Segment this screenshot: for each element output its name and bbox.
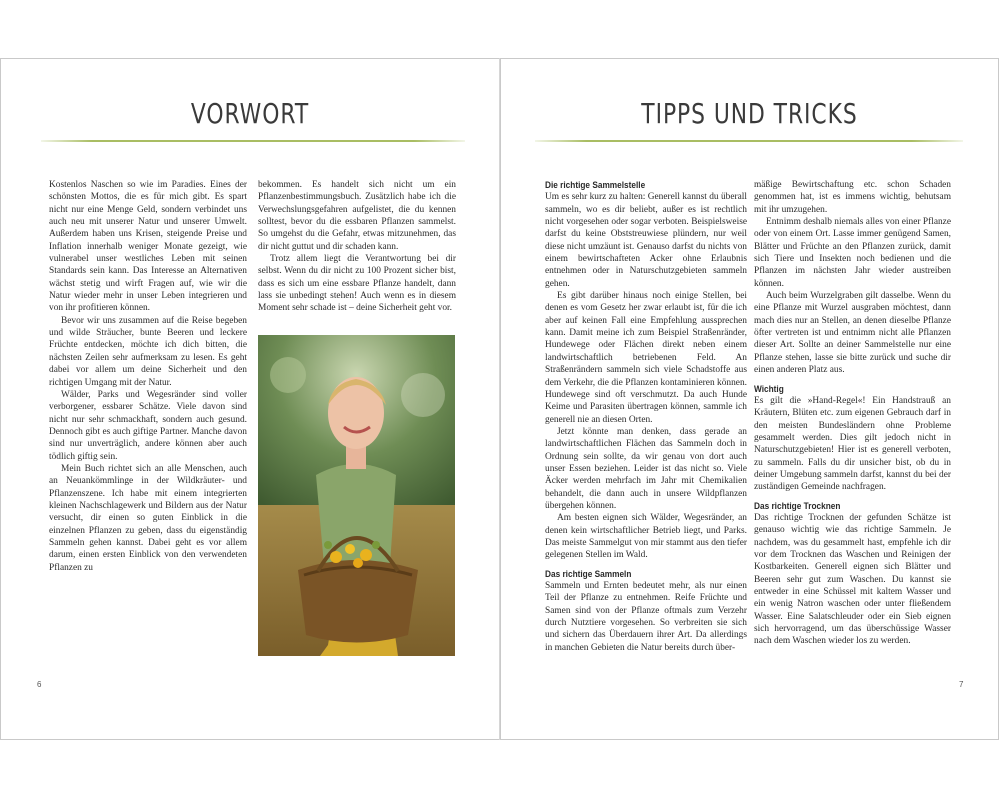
title-underline — [41, 140, 465, 142]
paragraph: mäßige Bewirtschaftung etc. schon Schaden genommen hat, ist es immens wichtig, behutsam mit ihr umzugehen. — [754, 180, 951, 215]
paragraph: Um es sehr kurz zu halten: Generell kannst du überall sammeln, wo es dir beliebt, außer es ist rechtlich nicht vorgesehen oder sogar verboten. Beispielsweise darfst du keine Obststreuwiese plündern, nur weil diese nicht umzäunt ist. Genauso darfst du nichts von einem bewirtschafteten Acker ohne Erlaubnis entnehmen oder in Naturschutzgebieten sammeln gehen. — [545, 192, 747, 289]
left-page — [0, 58, 500, 740]
section-heading: Die richtige Sammelstelle — [545, 180, 646, 190]
paragraph: Es gibt darüber hinaus noch einige Stellen, bei denen es vom Gesetz her zwar erlaubt ist, für die ich aber auf keinen Fall eine Empfehlung aussprechen kann. Damit meine ich zum Beispiel Straßenränder, Hundewege oder Flächen direkt neben einem landwirtschaftlich betriebenen Feld. An Straßenrändern sammeln sich viele Schadstoffe aus dem Verkehr, die die Pflanzen kontaminieren können. Hundewege sind oft verschmutzt. Da auch Hunde Keime und Parasiten übertragen können, sammle ich generell nie an diesen Orten. — [545, 291, 747, 425]
paragraph: Jetzt könnte man denken, dass gerade an landwirtschaftlichen Flächen das Sammeln doch in Ordnung sein sollte, da wir genau von dort auch unser Essen beziehen. Leider ist das nicht so. Viele Äcker werden mehrfach im Jahr mit Chemikalien behandelt, die dann auch in unsere Wildpflanzen übergehen können. — [545, 426, 747, 511]
paragraph: Kostenlos Naschen so wie im Paradies. Eines der schönsten Mottos, die es für mich gibt. Es spart nicht nur eine Menge Geld, sondern verbindet uns auch neu mit unserer Natur und unserer Umwelt. Außerdem haben uns Krisen, steigende Preise und Inflation innerhalb weniger Monate gezeigt, wie vulnerabel unser westliches Leben mit seinen Standards sein kann. Das Interesse an Alternativen wächst stetig und wirft Fragen auf, wie wir die Natur wieder mehr in unser Leben integrieren und von ihr profitieren können. — [49, 180, 247, 314]
right-column-2 — [754, 179, 951, 648]
paragraph: Mein Buch richtet sich an alle Menschen, auch an Neuankömmlinge in der Wildkräuter- und Pflanzenszene. Ich habe mit einem integrierten kleinen Nachschlagewerk und Bildern aus der Natur versucht, dir einen so guten Einblick in die einzelnen Pflanzen zu geben, dass du eigenständig Sammeln gehen kannst. Dabei geht es vor allem darum, einen ersten Einblick von den verwendeten Pflanzen zu — [49, 463, 247, 573]
left-column-2 — [258, 179, 456, 315]
right-page — [500, 58, 999, 740]
paragraph: Auch beim Wurzelgraben gilt dasselbe. Wenn du eine Pflanze mit Wurzel ausgraben möchtest, dann mach dies nur an Stellen, an denen dieselbe Pflanze öfter vertreten ist und entnimm nicht alle Pflanzen dieser Art. Sollte an deiner Sammelstelle nur eine Pflanze stehen, lasse sie bitte zurück und suche dir einen anderen Platz aus. — [754, 291, 951, 376]
page-number: 6 — [37, 680, 42, 689]
section-heading: Das richtige Trocknen — [754, 500, 841, 511]
paragraph: Das richtige Trocknen der gefunden Schätze ist genauso wichtig wie das richtige Sammeln. Je nachdem, was du gesammelt hast, empfehle ich dir vor dem Trocknen das Waschen und Reinigen der Kostbarkeiten. Generell eignen sich Blätter und Beeren sehr gut zum Waschen. Du kannst sie entweder in eine Schüssel mit kaltem Wasser und ein wenig Natron waschen oder unter fließendem Wasser. Eine Salatschleuder oder ein Sieb eignen sich hervorragend, um das überschüssige Wasser nach dem Waschen wieder los zu werden. — [754, 512, 951, 647]
page-title-vorwort: VORWORT — [190, 97, 310, 130]
right-column-1 — [545, 179, 747, 654]
paragraph: Am besten eignen sich Wälder, Wegesränder, an denen kein wirtschaftlicher Betrieb liegt, und Parks. Das meiste Sammelgut von mir stammt aus den tiefer gelegenen Stellen im Wald. — [545, 513, 747, 561]
page-number: 7 — [959, 680, 964, 689]
page-title-tipps-und-tricks: TIPPS UND TRICKS — [641, 97, 858, 130]
paragraph: Sammeln und Ernten bedeutet mehr, als nur einen Teil der Pflanze zu entnehmen. Reife Früchte und Samen sind von der Pflanze oftmals zum Verzehr durch Nutztiere vorgesehen. So verbreiten sie sich und sichern das Überdauern ihrer Art. Da allerdings in manchen Gebieten die Natur bereits durch über- — [545, 581, 747, 653]
paragraph: Es gilt die »Hand-Regel«! Ein Handstrauß an Kräutern, Blüten etc. zum eigenen Gebrauch darf in den meisten Bundesländern ohne Probleme gesammelt werden. Dies gilt jedoch nicht in Naturschutzgebieten! Hier ist es generell verboten, zu sammeln. Falls du dir unsicher bist, ob du in deiner Umgebung sammeln darfst, kannst du bei der zuständigen Gemeinde nachfragen. — [754, 395, 951, 493]
paragraph: Bevor wir uns zusammen auf die Reise begeben und wilde Sträucher, bunte Beeren und leckere Früchte entdecken, möchte ich dich bitten, die nächsten Zeilen sehr aufmerksam zu lesen. Es geht dabei vor allem um deine Sicherheit und den richtigen Umgang mit der Natur. — [49, 315, 247, 388]
paragraph: Wälder, Parks und Wegesränder sind voller verborgener, essbarer Schätze. Viele davon sind nicht nur sehr schmackhaft, sondern auch gesund. Dennoch gibt es auch giftige Partner. Manche davon sind nur unverträglich, andere können aber auch tödlich giftig sein. — [49, 389, 247, 462]
photo-illustration — [258, 335, 455, 656]
section-heading: Wichtig — [754, 383, 784, 394]
paragraph: Trotz allem liegt die Verantwortung bei dir selbst. Wenn du dir nicht zu 100 Prozent sicher bist, dass es sich um eine essbare Pflanze handelt, dann lass sie unbedingt stehen! Auch wenn es in diesem Moment sehr schade ist – deine Sicherheit geht vor. — [258, 254, 456, 314]
section-heading: Das richtige Sammeln — [545, 568, 632, 579]
photo-woman-with-basket — [258, 335, 455, 656]
paragraph: bekommen. Es handelt sich nicht um ein Pflanzenbestimmungsbuch. Zusätzlich habe ich die Verwechslungsgefahren aufgelistet, die du kennen solltest, bevor du die essbaren Pflanzen sammelst. So umgehst du die Gefahr, etwas mitzunehmen, das dir nicht guttut und dir schaden kann. — [258, 180, 456, 252]
paragraph: Entnimm deshalb niemals alles von einer Pflanze oder von einem Ort. Lasse immer genügend Samen, Blätter und Früchte an den Pflanzen zurück, damit sich Tiere und Insekten noch bedienen und die Pflanzen im nächsten Jahr wieder austreiben können. — [754, 217, 951, 289]
title-underline — [535, 140, 963, 142]
left-column-1 — [49, 179, 247, 574]
